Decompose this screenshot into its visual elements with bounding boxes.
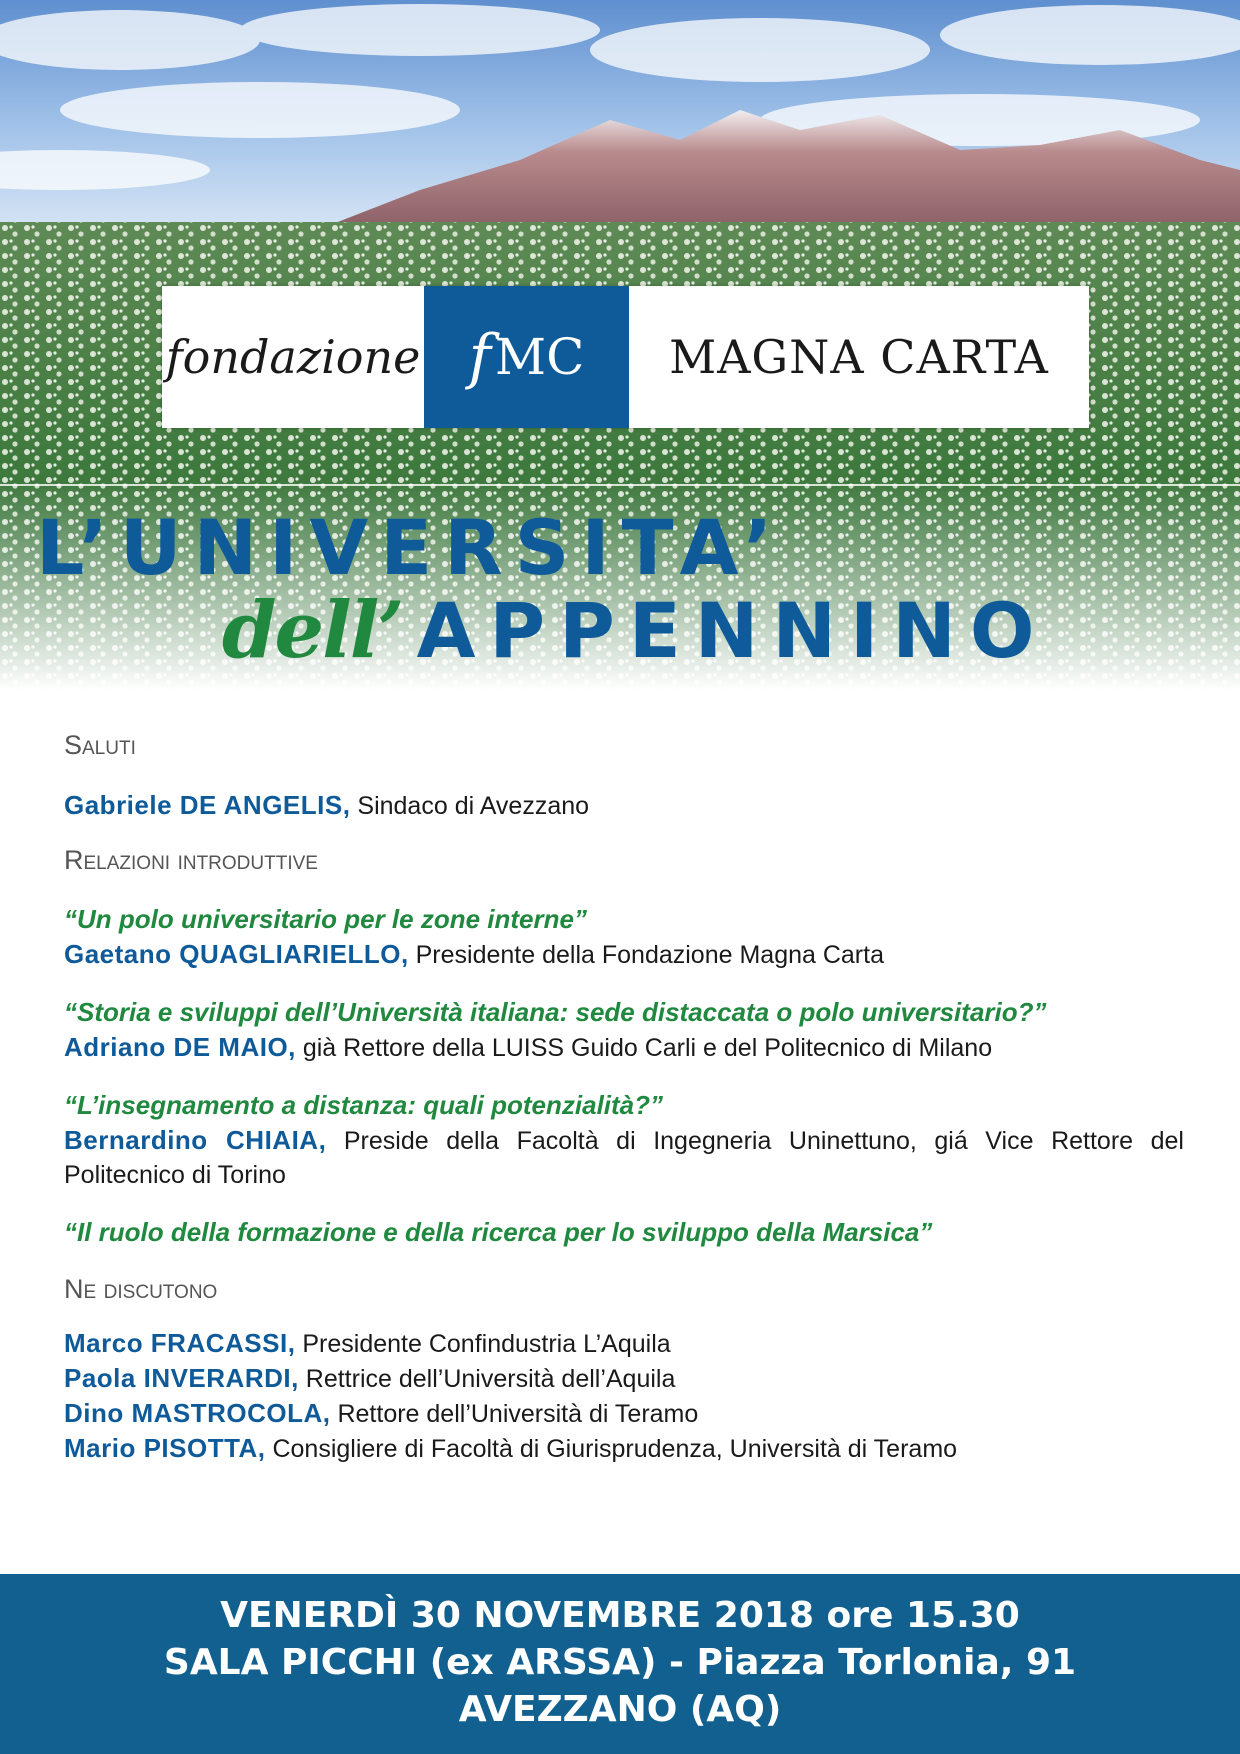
event-venue: SALA PICCHI (ex ARSSA) - Piazza Torlonia, 91 (163, 1642, 1077, 1683)
event-date: VENERDÌ 30 NOVEMBRE 2018 ore 15.30 (220, 1595, 1020, 1636)
speaker-role: Presidente della Fondazione Magna Carta (408, 941, 884, 969)
panelist-role: Consigliere di Facoltà di Giurisprudenza, Università di Teramo (265, 1435, 958, 1463)
logo-magna-carta: MAGNA CARTA (669, 330, 1049, 384)
event-title-line1: L’UNIVERSITA’ (36, 503, 785, 592)
event-title-line2 (222, 585, 1232, 676)
speaker-name: Gabriele DE ANGELIS, (64, 790, 351, 820)
section-relazioni: Relazioni introduttive (64, 845, 318, 875)
fmc-logo (162, 286, 1089, 428)
talk-title: “Storia e sviluppi dell’Università italiana: sede distaccata o polo universitario?” (64, 997, 1047, 1027)
talk-speaker (64, 1123, 1184, 1192)
section-discutono: Ne discutono (64, 1274, 218, 1304)
talk-title: “L’insegnamento a distanza: quali potenzialità?” (64, 1090, 664, 1120)
panelist-name: Mario PISOTTA, (64, 1433, 266, 1463)
talk-speaker (64, 937, 1184, 972)
event-title-appennino: APPENNINO (416, 586, 1049, 675)
panelist-role: Presidente Confindustria L’Aquila (295, 1330, 671, 1358)
section-saluti: Saluti (64, 730, 136, 760)
speaker-role: Sindaco di Avezzano (350, 792, 590, 820)
logo-fmc-mark (424, 286, 629, 428)
event-details-footer (0, 1574, 1240, 1754)
logo-fondazione: fondazione (165, 330, 421, 384)
speaker-name: Adriano DE MAIO, (64, 1032, 296, 1062)
speaker-name: Gaetano QUAGLIARIELLO, (64, 939, 409, 969)
panel-entry (64, 1361, 1184, 1396)
panel-entry (64, 1326, 1184, 1361)
speaker-role: Preside della Facoltà di Ingegneria Uninettuno, giá Vice Rettore del Politecnico di Torino (64, 1127, 1184, 1189)
panelist-name: Marco FRACASSI, (64, 1328, 296, 1358)
program (64, 728, 1184, 1466)
panelist-name: Dino MASTROCOLA, (64, 1398, 331, 1428)
panelist-name: Paola INVERARDI, (64, 1363, 299, 1393)
logo-f: f (468, 322, 491, 392)
talk-speaker (64, 1030, 1184, 1065)
panelist-role: Rettrice dell’Università dell’Aquila (298, 1365, 676, 1393)
event-title-dell: dell’ (222, 585, 403, 676)
panel-entry (64, 1431, 1184, 1466)
speaker-role: già Rettore della LUISS Guido Carli e del Politecnico di Milano (295, 1034, 993, 1062)
logo-mc: MC (494, 328, 585, 386)
panel-entry (64, 1396, 1184, 1431)
talk-title: “Il ruolo della formazione e della ricerca per lo sviluppo della Marsica” (64, 1217, 933, 1247)
event-city: AVEZZANO (AQ) (458, 1689, 782, 1730)
speaker-name: Bernardino CHIAIA, (64, 1125, 327, 1155)
panelist-role: Rettore dell’Università di Teramo (330, 1400, 699, 1428)
talk-title: “Un polo universitario per le zone interne” (64, 904, 587, 934)
saluti-entry (64, 788, 1184, 823)
